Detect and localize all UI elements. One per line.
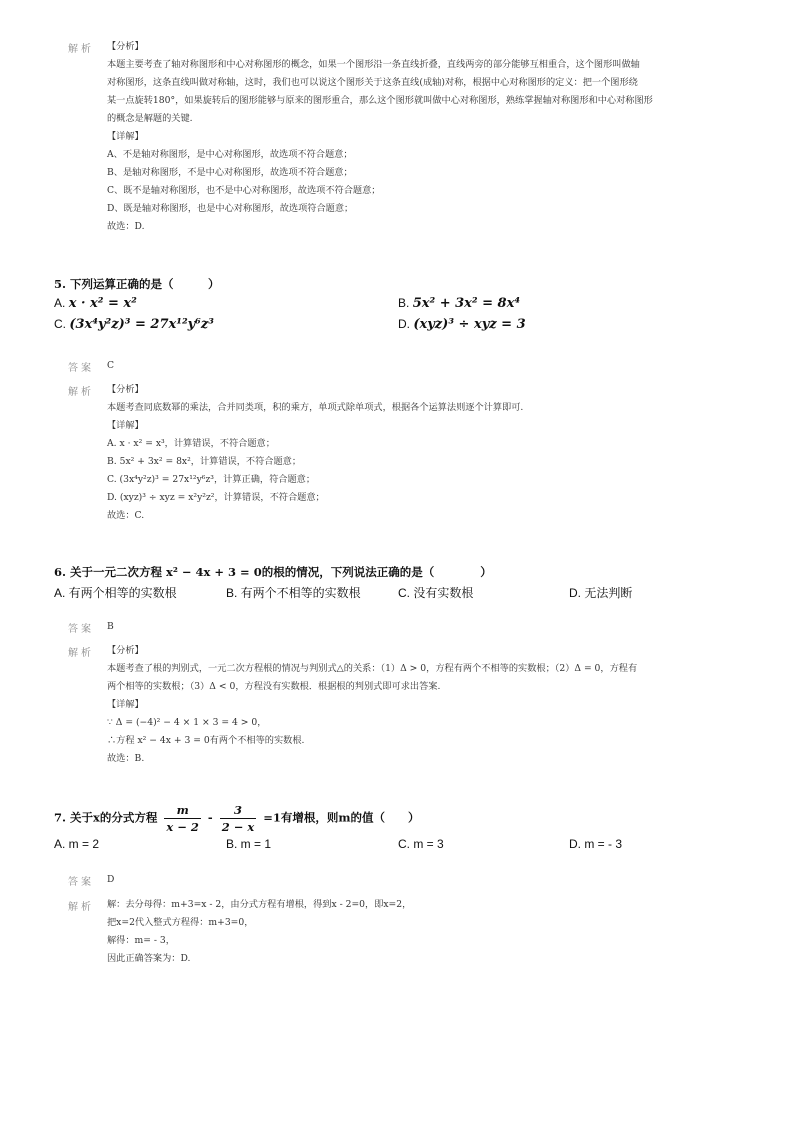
option-b [398,296,520,311]
fraction-denominator: 2 − x [221,820,255,834]
analysis-line: 对称图形，这条直线叫做对称轴，这时，我们也可以说这个图形关于这条直线(成轴)对称，根据中心对称图形的定义：把一个图形绕 [107,77,638,88]
answer-value: B [107,621,114,632]
option-c: C. 没有实数根 [398,586,474,600]
analysis-line: 【详解】 [107,420,144,431]
analysis-line: D、既是轴对称图形，也是中心对称图形，故选项符合题意； [107,203,354,214]
analysis-line: D. (xyz)³ ÷ xyz = x²y²z²，计算错误，不符合题意； [107,492,325,503]
option-b: B. m = 1 [226,837,272,851]
option-math: (xyz)³ ÷ xyz = 3 [413,317,526,332]
analysis-line: 某一点旋转180°，如果旋转后的图形能够与原来的图形重合，那么这个图形就叫做中心对称图形，熟练掌握轴对称图形和中心对称图形 [107,95,653,106]
answer-value: C [107,360,115,371]
analysis-line: ∵ Δ = (−4)² − 4 × 1 × 3 = 4 > 0， [107,717,267,728]
question-stem [54,802,420,835]
analysis-tag: 解析 [68,44,94,55]
analysis-line: A. x · x² = x³，计算错误，不符合题意； [107,438,275,449]
option-b: B. 有两个不相等的实数根 [226,586,361,600]
analysis-line: 因此正确答案为：D. [107,953,191,964]
analysis-line: 故选：D. [107,221,145,232]
fraction-denominator: x − 2 [166,820,199,834]
analysis-line: 【分析】 [107,645,144,656]
option-label: D. [398,317,410,331]
answer-tag: 答案 [68,877,94,888]
option-label: C. [54,317,66,331]
question-stem: 5. 下列运算正确的是（ ） [54,277,220,291]
analysis-line: 本题主要考查了轴对称图形和中心对称图形的概念，如果一个图形沿一条直线折叠，直线两旁的部分能够互相重合，这个图形叫做轴 [107,59,640,70]
analysis-tag: 解析 [68,387,94,398]
minus-sign: - [207,810,213,825]
option-c [54,317,214,332]
option-a: A. 有两个相等的实数根 [54,586,177,600]
analysis-line: 【详解】 [107,131,144,142]
stem-prefix: 7. 关于x的分式方程 [54,810,158,825]
answer-tag: 答案 [68,624,94,635]
option-math: x · x² = x² [68,296,137,311]
option-d [398,317,526,332]
analysis-line: B. 5x² + 3x² = 8x²，计算错误，不符合题意； [107,456,302,467]
option-c: C. m = 3 [398,837,444,851]
fraction-2 [220,802,257,835]
stem-suffix: =1有增根，则m的值（ ） [263,810,420,825]
analysis-line: 解：去分母得：m+3=x - 2，由分式方程有增根，得到x - 2=0，即x=2， [107,899,412,910]
analysis-line: B、是轴对称图形，不是中心对称图形，故选项不符合题意； [107,167,353,178]
analysis-tag: 解析 [68,648,94,659]
analysis-tag: 解析 [68,902,94,913]
analysis-line: 两个相等的实数根；（3）Δ < 0，方程没有实数根．根据根的判别式即可求出答案. [107,681,441,692]
question-stem: 6. 关于一元二次方程 x² − 4x + 3 = 0的根的情况，下列说法正确的是（ ） [54,565,492,579]
analysis-line: 【详解】 [107,699,144,710]
analysis-line: C. (3x⁴y²z)³ = 27x¹²y⁶z³，计算正确，符合题意； [107,474,316,485]
analysis-line: 本题考查了根的判别式，一元二次方程根的情况与判别式△的关系：（1）Δ > 0，方程有两个不相等的实数根；（2）Δ = 0，方程有 [107,663,638,674]
analysis-line: 把x=2代入整式方程得：m+3=0， [107,917,254,928]
analysis-line: 【分析】 [107,384,144,395]
option-label: B. [398,296,410,310]
fraction-numerator: 3 [220,802,257,819]
option-label: A. [54,296,66,310]
option-a [54,296,137,311]
analysis-line: 的概念是解题的关键. [107,113,193,124]
fraction-1 [164,802,201,835]
analysis-line: C、既不是轴对称图形，也不是中心对称图形，故选项不符合题意； [107,185,381,196]
option-d: D. m = - 3 [569,837,623,851]
answer-value: D [107,874,115,885]
analysis-line: 【分析】 [107,41,144,52]
analysis-line: A、不是轴对称图形，是中心对称图形，故选项不符合题意； [107,149,353,160]
answer-tag: 答案 [68,363,94,374]
analysis-line: 故选：B. [107,753,145,764]
option-math: (3x⁴y²z)³ = 27x¹²y⁶z³ [69,317,214,332]
fraction-numerator: m [164,802,201,819]
analysis-line: 本题考查同底数幂的乘法，合并同类项，积的乘方，单项式除单项式，根据各个运算法则逐个计算即可. [107,402,524,413]
analysis-line: ∴方程 x² − 4x + 3 = 0有两个不相等的实数根. [107,735,305,746]
analysis-line: 故选：C. [107,510,145,521]
option-d: D. 无法判断 [569,586,633,600]
analysis-line: 解得：m= - 3， [107,935,175,946]
option-math: 5x² + 3x² = 8x⁴ [412,296,521,311]
option-a: A. m = 2 [54,837,100,851]
